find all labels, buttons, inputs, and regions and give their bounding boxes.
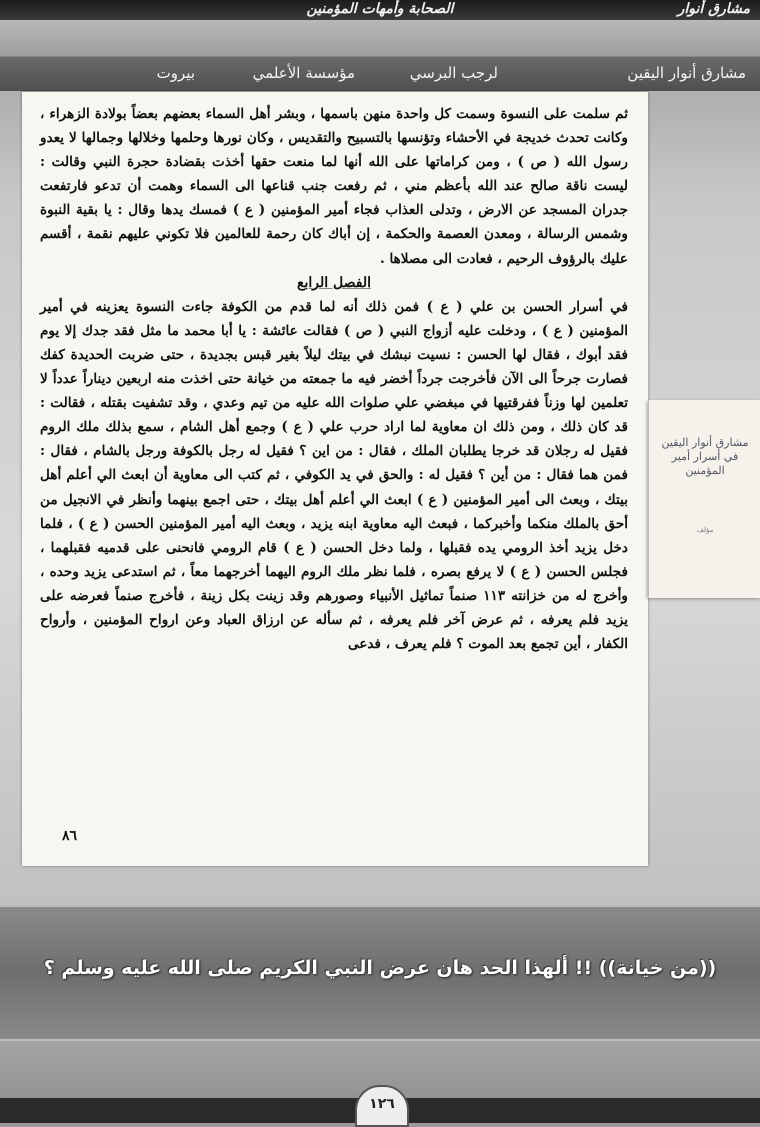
decorative-bar <box>0 20 760 57</box>
chapter-heading: الفصل الرابع <box>297 274 371 291</box>
book-cover-author: مؤلف <box>696 526 714 534</box>
book-cover-thumbnail <box>648 400 760 598</box>
book-cover-title: مشارق أنوار اليقين في أسرار أمير المؤمنين <box>661 436 749 477</box>
source-city: بيروت <box>156 64 195 82</box>
source-bar <box>0 56 760 91</box>
banner-section-title: مشارق أنوار <box>677 1 750 17</box>
page-number-badge: ١٢٦ <box>355 1085 409 1127</box>
banner-book-title: الصحابة وأمهات المؤمنين <box>306 1 454 17</box>
caption-band <box>0 905 760 1041</box>
top-banner <box>0 0 760 20</box>
paragraph-1: ثم سلمت على النسوة وسمت كل واحدة منهن باسمها ، وبشر أهل السماء بعضهم بعضاً بولادة الزهراء ، وكانت تحدث خديجة في الأحشاء وتؤنسها بالتسبيح والتقديس ، وكان نورها وحلمها وخلالها وجمالها لا يعدو رسول الله ( ص ) ، ومن كراماتها على الله أنها لما منعت حقها أخذت بقضادة حجرة النبي وقالت : ليست ناقة صالح عند الله بأعظم مني ، ثم رفعت جنب قناعها الى السماء وهمت أن تدعو فارتفعت جدران المسجد عن الارض ، وتدلى العذاب فجاء أمير المؤمنين ( ع ) فمسك يدها وقال : يا بقية النبوة وشمس الرسالة ، ومعدن العصمة والحكمة ، إن أباك كان رحمة للعالمين فلا تكوني عليهم نقمة ، أقسم عليك بالرؤوف الرحيم ، فعادت الى مصلاها . <box>40 106 628 267</box>
caption-text: ((من خيانة)) !! ألهذا الحد هان عرض النبي الكريم صلى الله عليه وسلم ؟ <box>43 957 717 979</box>
source-book: مشارق أنوار اليقين <box>627 64 746 82</box>
source-publisher: مؤسسة الأعلمي <box>252 64 355 82</box>
page-text <box>40 102 628 656</box>
paragraph-2: في أسرار الحسن بن علي ( ع ) فمن ذلك أنه لما قدم من الكوفة جاءت النسوة يعزينه في أمير المؤمنين ( ع ) ، ودخلت عليه أزواج النبي ( ص ) فقالت عائشة : يا أبا محمد ما مثل فقد جدك إلا يوم فقد أبوك ، فقال لها الحسن : نسيت نبشك في بيتك ليلاً بغير قبس بجديدة ، حتى ضربت الحديدة كفك فصارت جرحاً الى الآن فأخرجت جرداً أخضر فيه ما جمعته من خيانة حتى اخذت منه اربعين ديناراً عدداً لا تعلمين لها وزناً ففرقتيها في مبغضي علي صلوات الله عليه من تيم وعدي ، وقد تشفيت بقتله ، فقالت : قد كان ذلك ، ومن ذلك ان معاوية لما اراد حرب علي ( ع ) وجمع أهل الشام ، سمع بذلك ملك الروم فقيل له رجلان قد خرجا يطلبان الملك ، فقال : من اين ؟ فقيل له رجل بالكوفة ورجل بالشام ، فقال : فمن هما فقال : من أين ؟ فقيل له : والحق في يد الكوفي ، ثم كتب الى معاوية أن ابعث الي أعلم أهل بيتك ، وبعث الى أمير المؤمنين ( ع ) ابعث الي أعلم أهل بيتك ، حتى اجمع بينهما وأنظر في الانجيل من أحق بالملك منكما وأخبركما ، فبعث اليه معاوية ابنه يزيد ، وبعث اليه أمير المؤمنين الحسن ( ع ) ، فلما دخل يزيد أخذ الرومي يده فقبلها ، ولما دخل الحسن ( ع ) قام الرومي فانحنى على قدميه فقبلهما ، فجلس الحسن ( ع ) لا يرفع بصره ، فلما نظر ملك الروم اليهما أخرجهما معاً ، ثم استدعى يزيد وحده ، وأخرج له من خزانته ١١٣ صنماً تماثيل الأنبياء وصورهم وقد زينت بكل زينة ، فأخرج صنماً فعرضه على يزيد فلم يعرفه ، ثم عرض آخر فلم يعرفه ، ثم سأله عن ارزاق العباد وعن ارواح المؤمنين ، وأرواح الكفار ، أين تجمع بعد الموت ؟ فلم يعرف ، فدعى <box>40 298 628 653</box>
page-number: ٨٦ <box>62 828 78 844</box>
source-author: لرجب البرسي <box>409 64 498 82</box>
scanned-page <box>22 92 648 866</box>
